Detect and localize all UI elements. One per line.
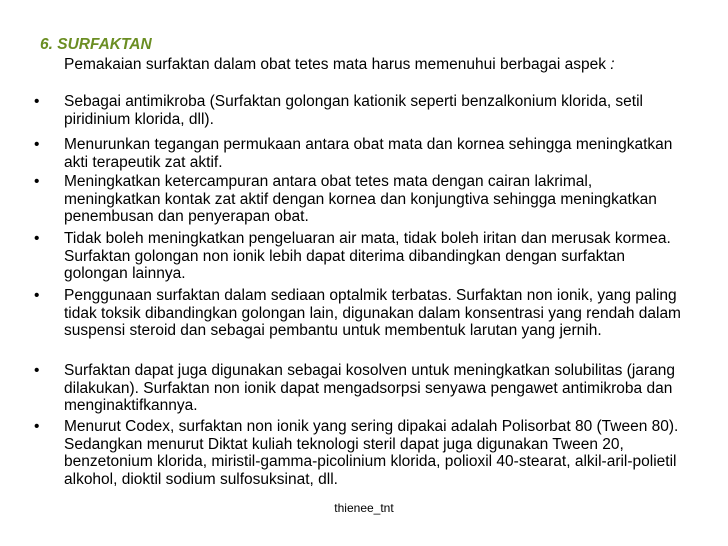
list-item xyxy=(34,287,686,340)
list-item xyxy=(34,93,686,128)
list-item xyxy=(34,136,686,171)
bullet-text: Sebagai antimikroba (Surfaktan golongan kationik seperti benzalkonium klorida, setil piridinium klorida, dll). xyxy=(64,93,643,128)
intro-text: Pemakaian surfaktan dalam obat tetes mata harus memenuhui berbagai aspek xyxy=(64,56,611,73)
list-item xyxy=(34,362,686,415)
section-heading: 6. SURFAKTAN xyxy=(40,36,152,53)
bullet-icon: • xyxy=(34,93,40,110)
bullet-text: Surfaktan dapat juga digunakan sebagai kosolven untuk meningkatkan solubilitas (jarang dilakukan). Surfaktan non ionik dapat mengadsorpsi senyawa pengawet antimikroba dan menginaktifkannya. xyxy=(64,362,675,415)
list-item xyxy=(34,230,686,283)
bullet-icon: • xyxy=(34,230,40,247)
bullet-icon: • xyxy=(34,287,40,304)
bullet-icon: • xyxy=(34,362,40,379)
intro-colon: : xyxy=(610,56,615,73)
list-item xyxy=(34,418,686,488)
intro-paragraph xyxy=(64,56,686,74)
bullet-text: Menurunkan tegangan permukaan antara obat mata dan kornea sehingga meningkatkan akti terapeutik zat aktif. xyxy=(64,136,673,171)
bullet-text: Penggunaan surfaktan dalam sediaan optalmik terbatas. Surfaktan non ionik, yang paling tidak toksik dibandingkan golongan lain, digunakan dalam konsentrasi yang rendah dalam suspensi steroid dan sebagai pembantu untuk membentuk larutan yang jernih. xyxy=(64,287,681,340)
list-item xyxy=(34,173,686,226)
bullet-text: Menurut Codex, surfaktan non ionik yang sering dipakai adalah Polisorbat 80 (Tween 80). Sedangkan menurut Diktat kuliah teknologi steril dapat juga digunakan Tween 20, benzetonium klorida, miristil-gamma-picolinium klorida, polioxil 40-stearat, alkil-aril-polietil alkohol, dioktil sodium sulfosuksinat, dll. xyxy=(64,418,679,488)
bullet-icon: • xyxy=(34,136,40,153)
bullet-icon: • xyxy=(34,418,40,435)
bullet-text: Tidak boleh meningkatkan pengeluaran air mata, tidak boleh iritan dan merusak kormea. Surfaktan golongan non ionik lebih dapat diterima dibandingkan dengan surfaktan golongan lainnya. xyxy=(64,230,671,283)
footer-credit: thienee_tnt xyxy=(334,501,394,515)
bullet-icon: • xyxy=(34,173,40,190)
bullet-text: Meningkatkan ketercampuran antara obat tetes mata dengan cairan lakrimal, meningkatkan kontak zat aktif dengan kornea dan konjungtiva sehingga meningkatkan penembusan dan penyerapan obat. xyxy=(64,173,657,226)
